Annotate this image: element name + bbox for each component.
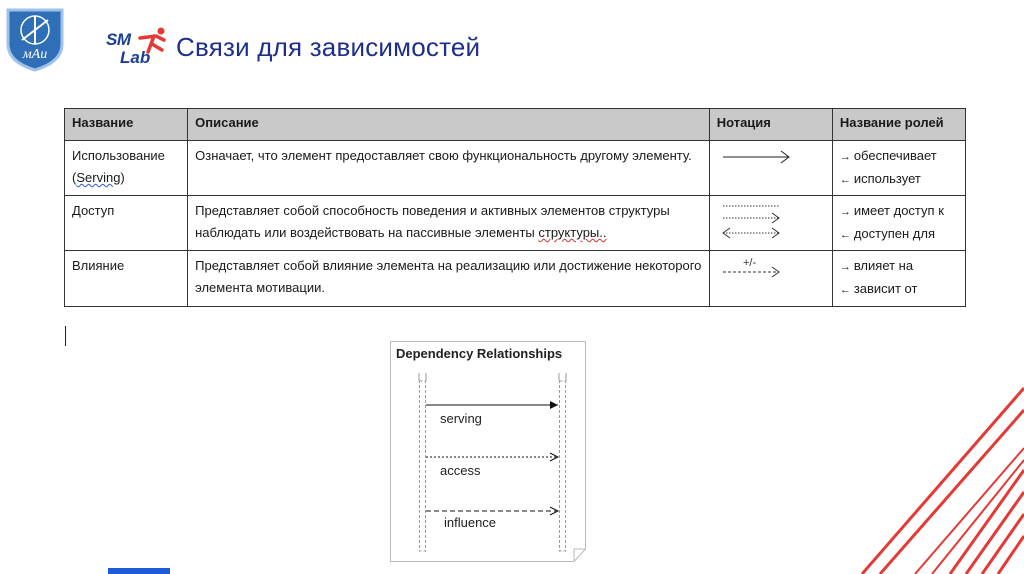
arrow-left-icon: ← bbox=[839, 284, 851, 296]
role-text: зависит от bbox=[853, 281, 918, 296]
cell-notation bbox=[709, 251, 832, 307]
role-text: влияет на bbox=[853, 258, 914, 273]
role-text: обеспечивает bbox=[853, 148, 937, 163]
diagram-title: Dependency Relationships bbox=[396, 346, 563, 361]
dependency-diagram bbox=[390, 341, 586, 562]
row-description: Представляет собой способность поведения и активных элементов структуры наблюдать или воздействовать на пассивные элементы bbox=[195, 203, 670, 240]
column-header-roles: Название ролей bbox=[832, 109, 965, 141]
row-name-paren-close: ) bbox=[120, 170, 125, 185]
arrow-right-icon: → bbox=[839, 151, 851, 163]
cell-description: Означает, что элемент предоставляет свою функциональность другому элементу. bbox=[188, 141, 710, 196]
text-cursor bbox=[65, 326, 66, 346]
arrow-left-icon: ← bbox=[839, 174, 851, 186]
cell-description bbox=[188, 196, 710, 251]
role-backward bbox=[840, 278, 958, 301]
access-arrows-icon bbox=[717, 200, 811, 244]
cell-name bbox=[65, 141, 188, 196]
influence-label: +/- bbox=[742, 257, 756, 269]
table-header-row bbox=[65, 109, 966, 141]
role-text: имеет доступ к bbox=[853, 203, 944, 218]
influence-label-text: influence bbox=[444, 515, 497, 530]
cell-roles bbox=[832, 251, 965, 307]
serving-label: serving bbox=[440, 411, 482, 426]
role-forward bbox=[840, 200, 958, 223]
column-header-name: Название bbox=[65, 109, 188, 141]
row-description-tail: структуры.. bbox=[538, 225, 607, 240]
smlab-logo bbox=[106, 26, 170, 72]
row-name-line1: Использование bbox=[72, 148, 165, 163]
smlab-logo-sm: SM bbox=[106, 30, 131, 49]
page-title: Связи для зависимостей bbox=[176, 32, 481, 62]
row-name-paren-open: ( bbox=[72, 170, 77, 185]
column-header-description: Описание bbox=[188, 109, 710, 141]
arrow-right-icon: → bbox=[839, 261, 851, 273]
arrow-left-icon: ← bbox=[839, 229, 851, 241]
cell-notation bbox=[709, 196, 832, 251]
mai-logo bbox=[4, 6, 66, 72]
cell-notation bbox=[709, 141, 832, 196]
role-text: использует bbox=[853, 171, 921, 186]
table-row bbox=[65, 196, 966, 251]
column-header-notation: Нотация bbox=[709, 109, 832, 141]
role-backward bbox=[840, 168, 958, 191]
cell-roles bbox=[832, 196, 965, 251]
table-row bbox=[65, 141, 966, 196]
smlab-logo-lab: Lab bbox=[120, 48, 151, 67]
role-forward bbox=[840, 145, 958, 168]
relationships-table bbox=[64, 108, 966, 307]
serving-arrow-icon bbox=[717, 145, 811, 185]
role-text: доступен для bbox=[853, 226, 936, 241]
row-name-serving: Serving bbox=[76, 170, 121, 185]
mai-logo-text: мАи bbox=[22, 47, 48, 62]
bottom-accent-bar bbox=[108, 568, 170, 574]
table-row bbox=[65, 251, 966, 307]
access-label: access bbox=[440, 463, 481, 478]
cell-name: Влияние bbox=[65, 251, 188, 307]
role-forward bbox=[840, 255, 958, 278]
arrow-right-icon: → bbox=[839, 206, 851, 218]
cell-name: Доступ bbox=[65, 196, 188, 251]
cell-description: Представляет собой влияние элемента на реализацию или достижение некоторого элемента мотивации. bbox=[188, 251, 710, 307]
cell-roles bbox=[832, 141, 965, 196]
influence-arrow-icon bbox=[717, 255, 811, 285]
role-backward bbox=[840, 223, 958, 246]
